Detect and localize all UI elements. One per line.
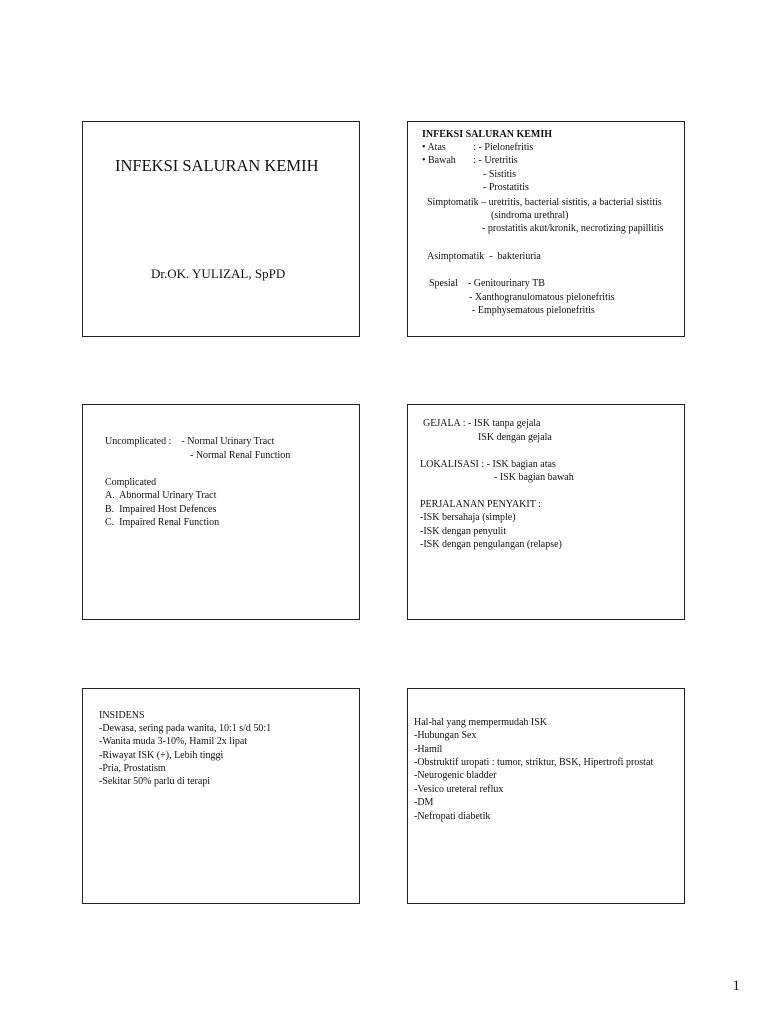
list-item: -Obstruktif uropati : tumor, striktur, BSK, Hipertrofi prostat [414,757,654,768]
list-item: - Sistitis [483,169,517,180]
list-item: -Neurogenic bladder [414,770,497,781]
list-item: -Wanita muda 3-10%, Hamil 2x lipat [99,736,248,747]
list-item: • Bawah : - Uretritis [422,155,518,166]
list-item: Simptomatik – uretritis, bacterial sistitis, a bacterial sistitis [427,197,662,208]
list-item: Asimptomatik - bakteriuria [427,251,541,262]
list-item: Uncomplicated : - Normal Urinary Tract [105,436,275,447]
list-item: - ISK bagian bawah [494,472,574,483]
slide-insidens [82,688,360,904]
list-item: (sindroma urethral) [491,210,569,221]
list-item: -ISK bersahaja (simple) [420,512,516,523]
list-item: INSIDENS [99,710,145,721]
slide-complicated [82,404,360,620]
list-item: GEJALA : - ISK tanpa gejala [423,418,541,429]
list-item: Hal-hal yang mempermudah ISK [414,717,548,728]
slide-classification [407,121,685,337]
list-item: - Prostatitis [483,182,529,193]
list-item: -ISK dengan penyulit [420,526,507,537]
list-item: Spesial - Genitourinary TB [429,278,545,289]
list-item: -Riwayat ISK (+), Lebih tinggi [99,750,224,761]
list-item: B. Impaired Host Defences [105,504,217,515]
list-item: -Hubungan Sex [414,730,477,741]
list-item: - Normal Renal Function [190,450,291,461]
list-item: -Dewasa, sering pada wanita, 10:1 s/d 50:1 [99,723,272,734]
list-item: -DM [414,797,434,808]
list-item: LOKALISASI : - ISK bagian atas [420,459,556,470]
list-item: -Nefropati diabetik [414,811,491,822]
list-item: - Xanthogranulomatous pielonefritis [469,292,615,303]
list-item: • Atas : - Pielonefritis [422,142,534,153]
list-item: C. Impaired Renal Function [105,517,220,528]
slide-title-heading: INFEKSI SALURAN KEMIH [115,156,319,175]
slide-classification-heading: INFEKSI SALURAN KEMIH [422,129,553,140]
list-item: -Hamil [414,744,443,755]
list-item: - Emphysematous pielonefritis [472,305,595,316]
slide-title [82,121,360,337]
slide-gejala [407,404,685,620]
slide-title-author: Dr.OK. YULIZAL, SpPD [151,266,286,281]
list-item: - prostatitis akut/kronik, necrotizing papillitis [482,223,664,234]
page-number: 1 [732,978,740,994]
list-item: A. Abnormal Urinary Tract [105,490,217,501]
list-item: Complicated [105,477,157,488]
list-item: -Pria, Prostatism [99,763,166,774]
list-item: -ISK dengan pengulangan (relapse) [420,539,562,550]
list-item: PERJALANAN PENYAKIT : [420,499,541,510]
list-item: -Vesico ureteral reflux [414,784,504,795]
list-item: -Sekitar 50% parlu di terapi [99,776,211,787]
list-item: ISK dengan gejala [478,432,552,443]
slide-risk-factors [407,688,685,904]
